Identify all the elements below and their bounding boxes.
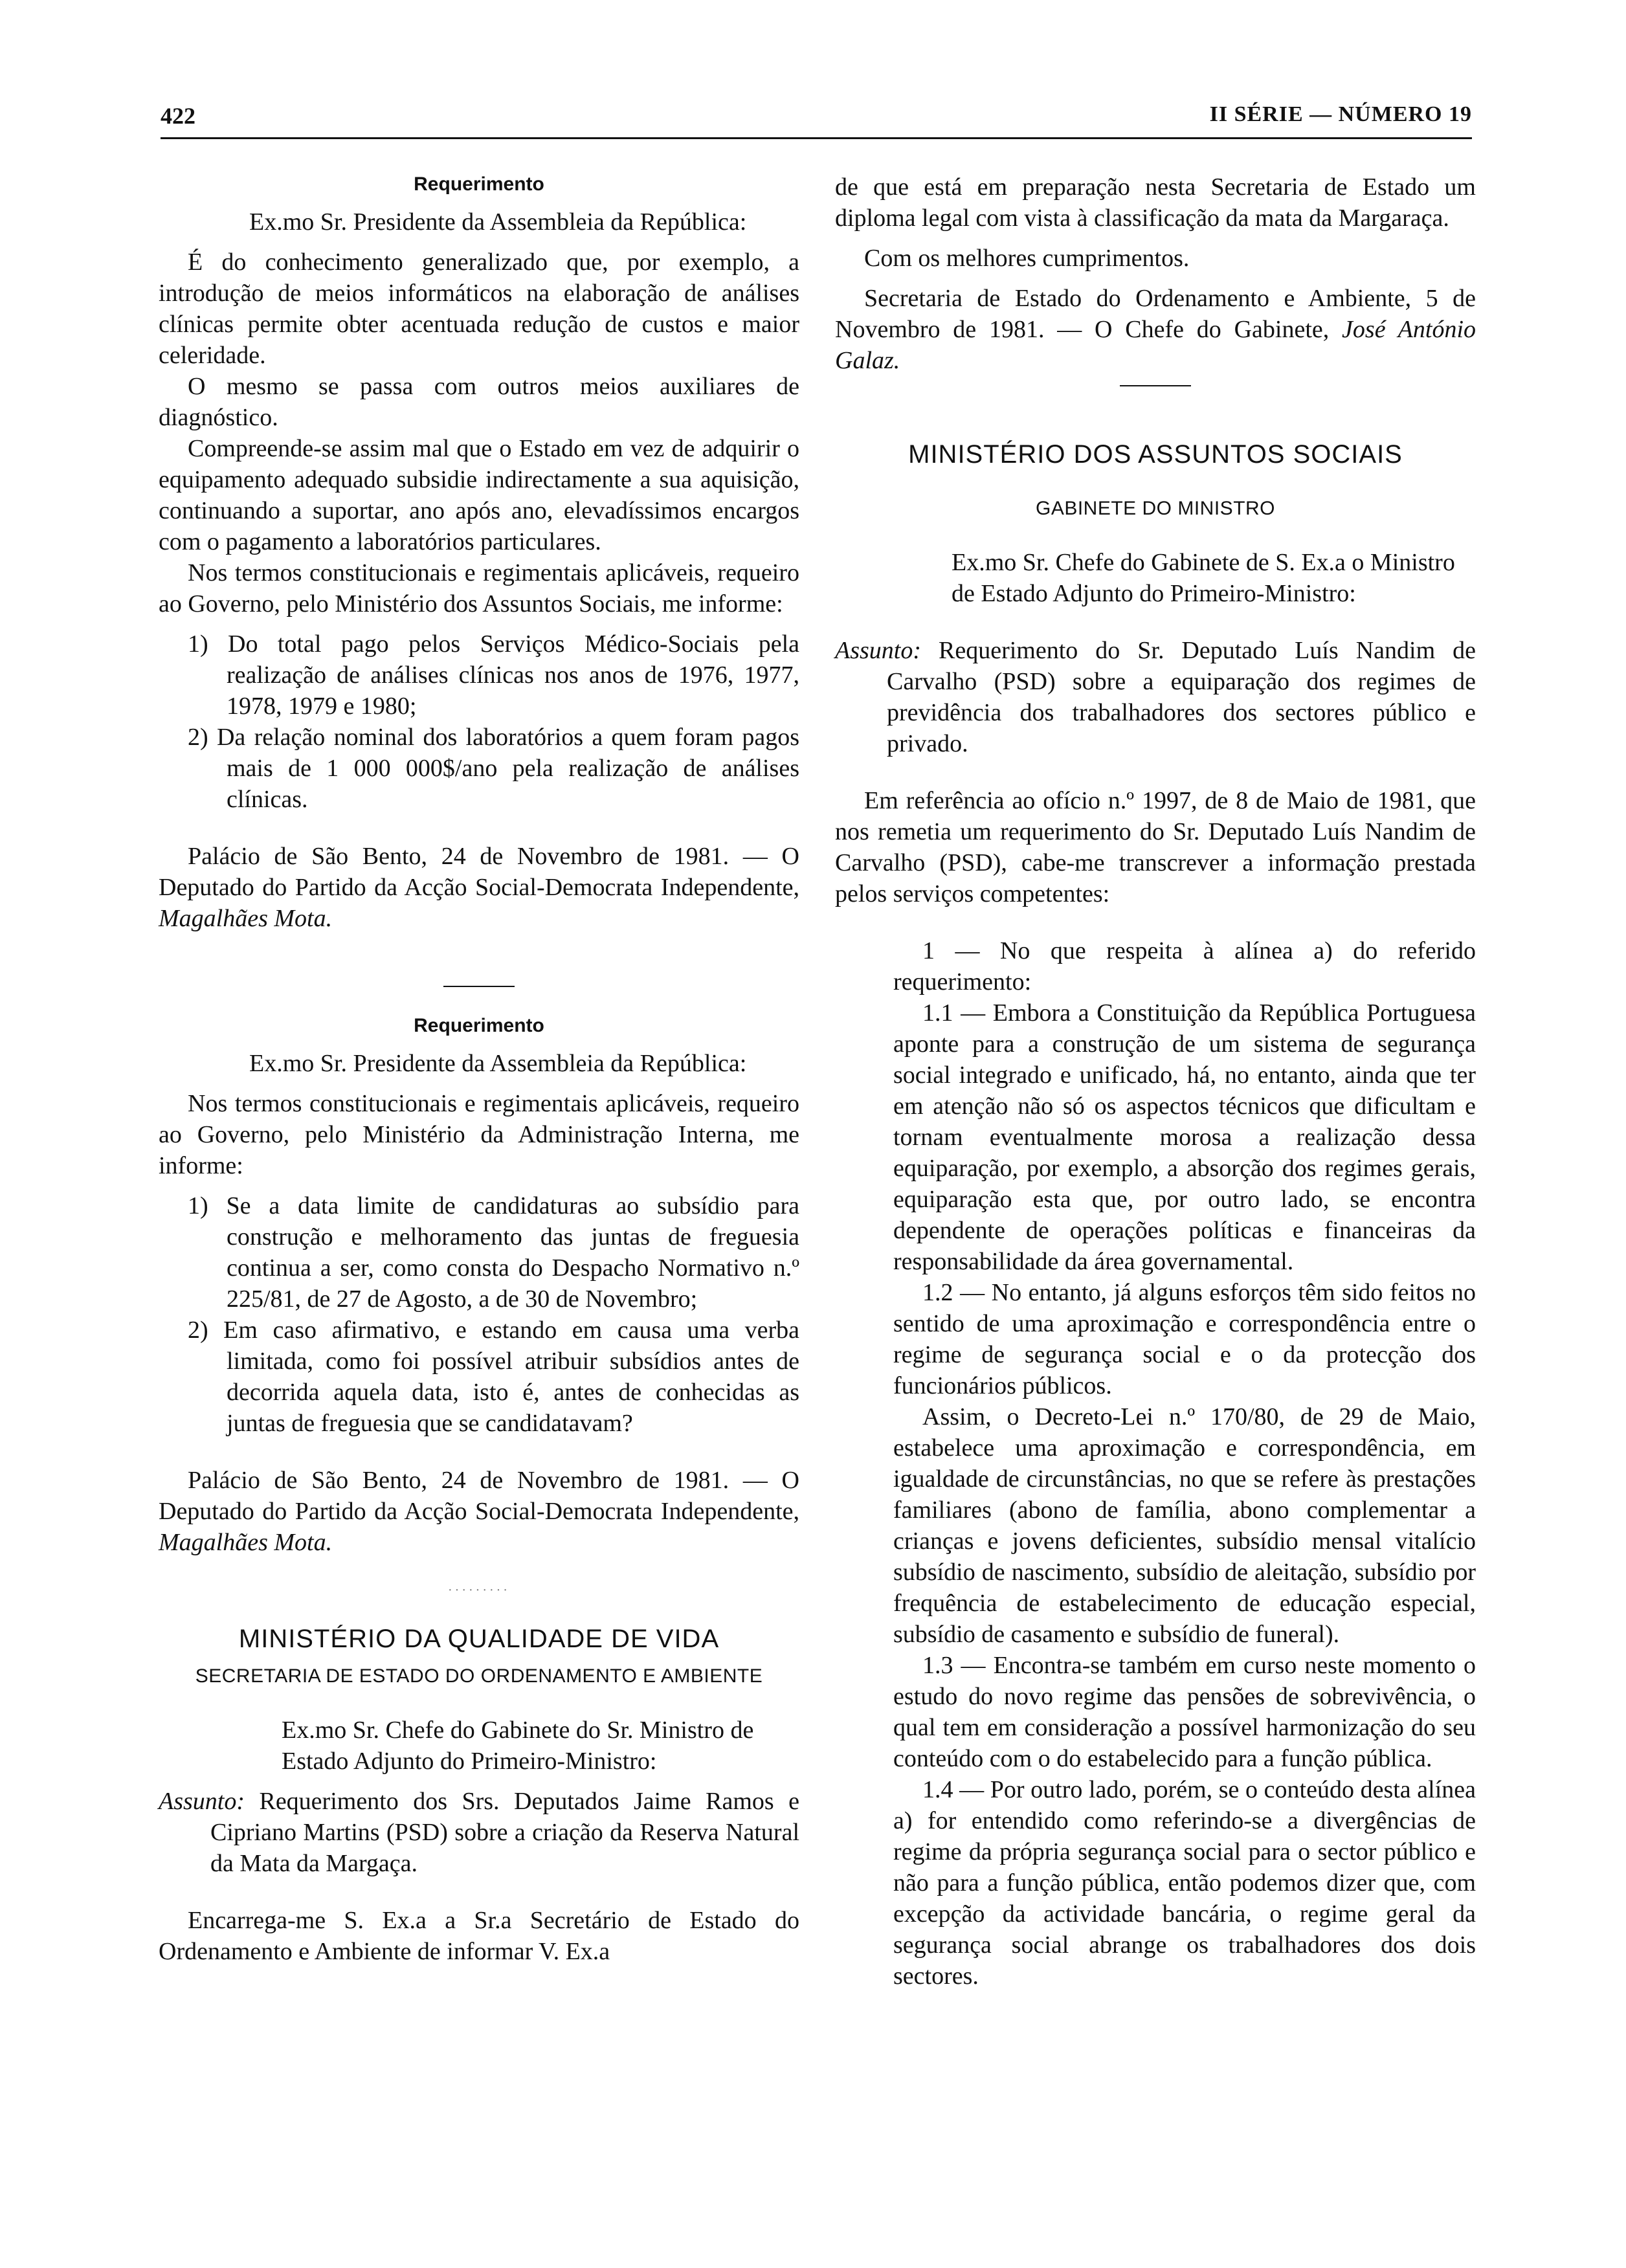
ministry-heading: MINISTÉRIO DOS ASSUNTOS SOCIAIS (908, 440, 1403, 469)
paragraph: Compreende-se assim mal que o Estado em vez de adquirir o equipamento adequado subsidie indirectamente a sua aquisição, continuando a suportar, ano após ano, elevadíssimos encargos com o pagamento a laboratórios particulares. (159, 435, 799, 555)
closing-text: Palácio de São Bento, 24 de Novembro de 1981. — O Deputado do Partido da Acção Social-Democrata Independente, (159, 1467, 799, 1525)
secretariat-heading: SECRETARIA DE ESTADO DO ORDENAMENTO E AMBIENTE (195, 1665, 763, 1687)
greeting: Com os melhores cumprimentos. (864, 245, 1190, 272)
page-number: 422 (161, 103, 195, 129)
header-rule (161, 137, 1472, 139)
paragraph: de que está em preparação nesta Secretaria de Estado um diploma legal com vista à classificação da mata da Margaraça. (835, 173, 1476, 232)
list-item: 2) Da relação nominal dos laboratórios a quem foram pagos mais de 1 000 000$/ano pela realização de análises clínicas. (188, 724, 799, 813)
separator-dots: ········· (448, 1583, 510, 1597)
salutation: Ex.mo Sr. Chefe do Gabinete do Sr. Ministro de Estado Adjunto do Primeiro-Ministro: (282, 1717, 754, 1775)
subject (159, 1786, 799, 1879)
ministry-heading: MINISTÉRIO DA QUALIDADE DE VIDA (238, 1625, 720, 1653)
paragraph: Encarrega-me S. Ex.a a Sr.a Secretário de Estado do Ordenamento e Ambiente de informar V. Ex.a (159, 1907, 799, 1965)
list-item: 1) Do total pago pelos Serviços Médico-Sociais pela realização de análises clínicas nos anos de 1976, 1977, 1978, 1979 e 1980; (188, 630, 799, 720)
subject-text: Requerimento dos Srs. Deputados Jaime Ramos e Cipriano Martins (PSD) sobre a criação da Reserva Natural da Mata da Margaça. (210, 1788, 799, 1877)
page-header (161, 97, 1472, 142)
paragraph: Nos termos constitucionais e regimentais aplicáveis, requeiro ao Governo, pelo Ministério dos Assuntos Sociais, me informe: (159, 559, 799, 617)
subject-label: Assunto: (835, 637, 921, 664)
subject (835, 635, 1476, 759)
salutation: Ex.mo Sr. Chefe do Gabinete de S. Ex.a o Ministro de Estado Adjunto do Primeiro-Ministro: (952, 549, 1455, 607)
section-title: Requerimento (414, 1015, 544, 1036)
right-column (835, 172, 1476, 1992)
transcribed-information (893, 935, 1476, 1992)
closing (835, 283, 1476, 376)
paragraph: O mesmo se passa com outros meios auxiliares de diagnóstico. (159, 373, 799, 431)
signature: Magalhães Mota. (159, 1529, 333, 1556)
salutation: Ex.mo Sr. Presidente da Assembleia da República: (249, 208, 747, 236)
paragraph: Em referência ao ofício n.º 1997, de 8 de Maio de 1981, que nos remetia um requerimento do Sr. Deputado Luís Nandim de Carvalho (PSD), cabe-me transcrever a informação prestada pelos serviços competentes: (835, 787, 1476, 907)
closing (159, 841, 799, 934)
paragraph: É do conhecimento generalizado que, por exemplo, a introdução de meios informáticos na elaboração de análises clínicas permite obter acentuada redução de custos e maior celeridade. (159, 249, 799, 369)
section-title: Requerimento (414, 173, 544, 195)
left-column (159, 172, 799, 1967)
subject-label: Assunto: (159, 1788, 245, 1815)
section-item: 1.2 — No entanto, já alguns esforços têm sido feitos no sentido de uma aproximação e correspondência entre o regime de segurança social e o da protecção dos funcionários públicos. (893, 1279, 1476, 1399)
list-item: 2) Em caso afirmativo, e estando em causa uma verba limitada, como foi possível atribuir subsídios antes de decorrida aquela data, isto é, antes de conhecidas as juntas de freguesia que se candidatavam? (188, 1317, 799, 1437)
section-item: 1 — No que respeita à alínea a) do referido requerimento: (893, 937, 1476, 995)
section-item: 1.3 — Encontra-se também em curso neste momento o estudo do novo regime das pensões de sobrevivência, o qual tem em consideração a possível harmonização do seu conteúdo com o do estabelecido para a função pública. (893, 1652, 1476, 1772)
signature: José António Galaz. (835, 316, 1476, 374)
list-item: 1) Se a data limite de candidaturas ao subsídio para construção e melhoramento das juntas de freguesia continua a ser, como consta do Despacho Normativo n.º 225/81, de 27 de Agosto, a de 30 de Novembro; (188, 1192, 799, 1313)
section-item: 1.4 — Por outro lado, porém, se o conteúdo desta alínea a) for entendido como referindo-se a divergências de regime da própria segurança social para o sector público e não para a função pública, então podemos dizer que, com excepção da actividade bancária, o regime geral da segurança social abrange os trabalhadores dos dois sectores. (893, 1776, 1476, 1990)
paragraph: Nos termos constitucionais e regimentais aplicáveis, requeiro ao Governo, pelo Ministério da Administração Interna, me informe: (159, 1090, 799, 1179)
closing (159, 1465, 799, 1558)
series-label: II SÉRIE — NÚMERO 19 (1209, 102, 1472, 126)
salutation: Ex.mo Sr. Presidente da Assembleia da República: (249, 1050, 747, 1077)
paragraph: Assim, o Decreto-Lei n.º 170/80, de 29 de Maio, estabelece uma aproximação e correspondência, em igualdade de circunstâncias, no que se refere às prestações familiares (abono de família, abono complementar a crianças e jovens deficientes, subsídio mensal vitalício subsídio de nascimento, subsídio de aleitação, subsídio por frequência de estabelecimento de educação especial, subsídio de casamento e subsídio de funeral). (893, 1403, 1476, 1648)
section-item: 1.1 — Embora a Constituição da República Portuguesa aponte para a construção de um sistema de segurança social integrado e unificado, há, no entanto, ainda que ter em atenção não só os aspectos técnicos que dificultam e tornam eventualmente morosa a realização dessa equiparação, por exemplo, a absorção dos regimes gerais, equiparação esta que, por outro lado, se encontra dependente de operações políticas e financeiras da responsabilidade da área governamental. (893, 999, 1476, 1275)
subject-text: Requerimento do Sr. Deputado Luís Nandim de Carvalho (PSD) sobre a equiparação dos regimes de previdência dos trabalhadores dos sectores público e privado. (887, 637, 1476, 757)
office-heading: GABINETE DO MINISTRO (1035, 498, 1276, 519)
closing-text: Secretaria de Estado do Ordenamento e Ambiente, 5 de Novembro de 1981. — O Chefe do Gabinete, (835, 285, 1476, 343)
signature: Magalhães Mota. (159, 905, 333, 932)
closing-text: Palácio de São Bento, 24 de Novembro de 1981. — O Deputado do Partido da Acção Social-Democrata Independente, (159, 843, 799, 901)
